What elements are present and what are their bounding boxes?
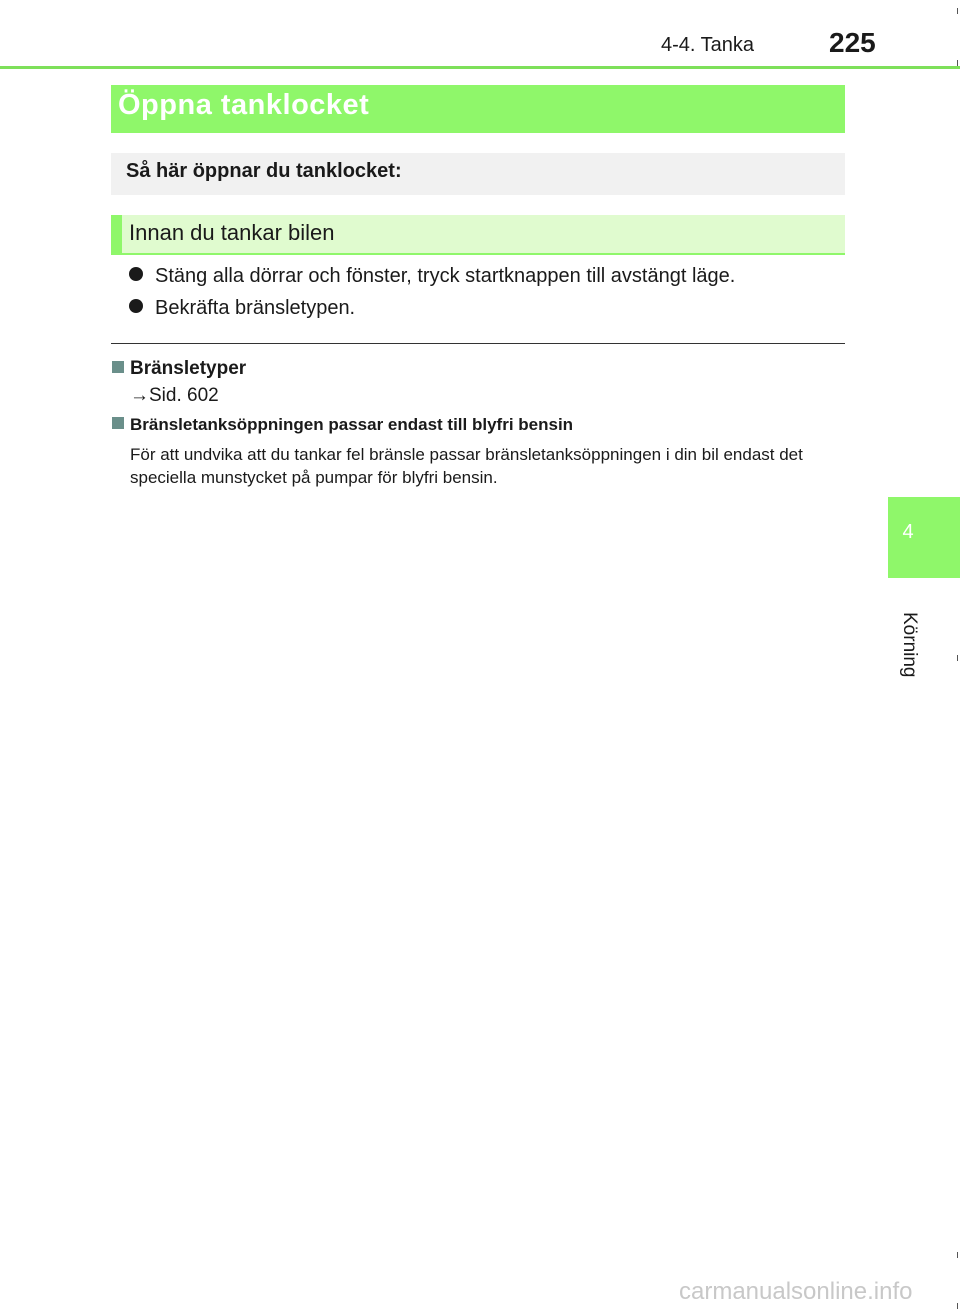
watermark: carmanualsonline.info (679, 1278, 913, 1305)
subsection-bar (111, 215, 845, 255)
note-heading-text: Bränsletanksöppningen passar endast till blyfri bensin (130, 415, 574, 434)
intro-text: Så här öppnar du tanklocket: (126, 160, 402, 182)
bullet-dot-icon (129, 267, 143, 281)
bullet-text: Bekräfta bränsletypen. (155, 297, 356, 319)
crop-mark (957, 655, 958, 661)
bullet-text: Stäng alla dörrar och fönster, tryck startknappen till avstängt läge. (155, 265, 736, 287)
bullet-item (129, 297, 355, 320)
section-title: Öppna tanklocket (118, 89, 370, 121)
section-divider (111, 343, 845, 344)
crop-mark (957, 60, 958, 66)
page-header (0, 0, 960, 70)
chapter-tab[interactable] (888, 497, 960, 578)
square-bullet-icon (112, 417, 124, 429)
header-rule (0, 66, 960, 69)
header-section-title: 4-4. Tanka (661, 34, 755, 56)
section-title-bar (111, 85, 845, 133)
note-body-text: För att undvika att du tankar fel bränsle passar bränsletanksöppningen i din bil endast det speciella munstycket på pumpar för blyfri bensin. (130, 445, 803, 487)
subsection-accent (111, 215, 122, 253)
note-heading-fuel-types (112, 358, 246, 380)
crop-mark (957, 1303, 958, 1309)
subsection-title: Innan du tankar bilen (129, 220, 335, 245)
chapter-label: Körning (899, 612, 920, 678)
square-bullet-icon (112, 361, 124, 373)
bullet-item (129, 265, 735, 288)
intro-box (111, 153, 845, 195)
bullet-dot-icon (129, 299, 143, 313)
note-heading-text: Bränsletyper (130, 358, 247, 379)
note-heading-unleaded (112, 415, 573, 435)
chapter-number: 4 (902, 521, 914, 543)
crop-mark (957, 8, 958, 14)
crop-mark (957, 1252, 958, 1258)
page-number: 225 (829, 27, 876, 58)
page-reference-link[interactable]: →Sid. 602 (130, 385, 219, 406)
